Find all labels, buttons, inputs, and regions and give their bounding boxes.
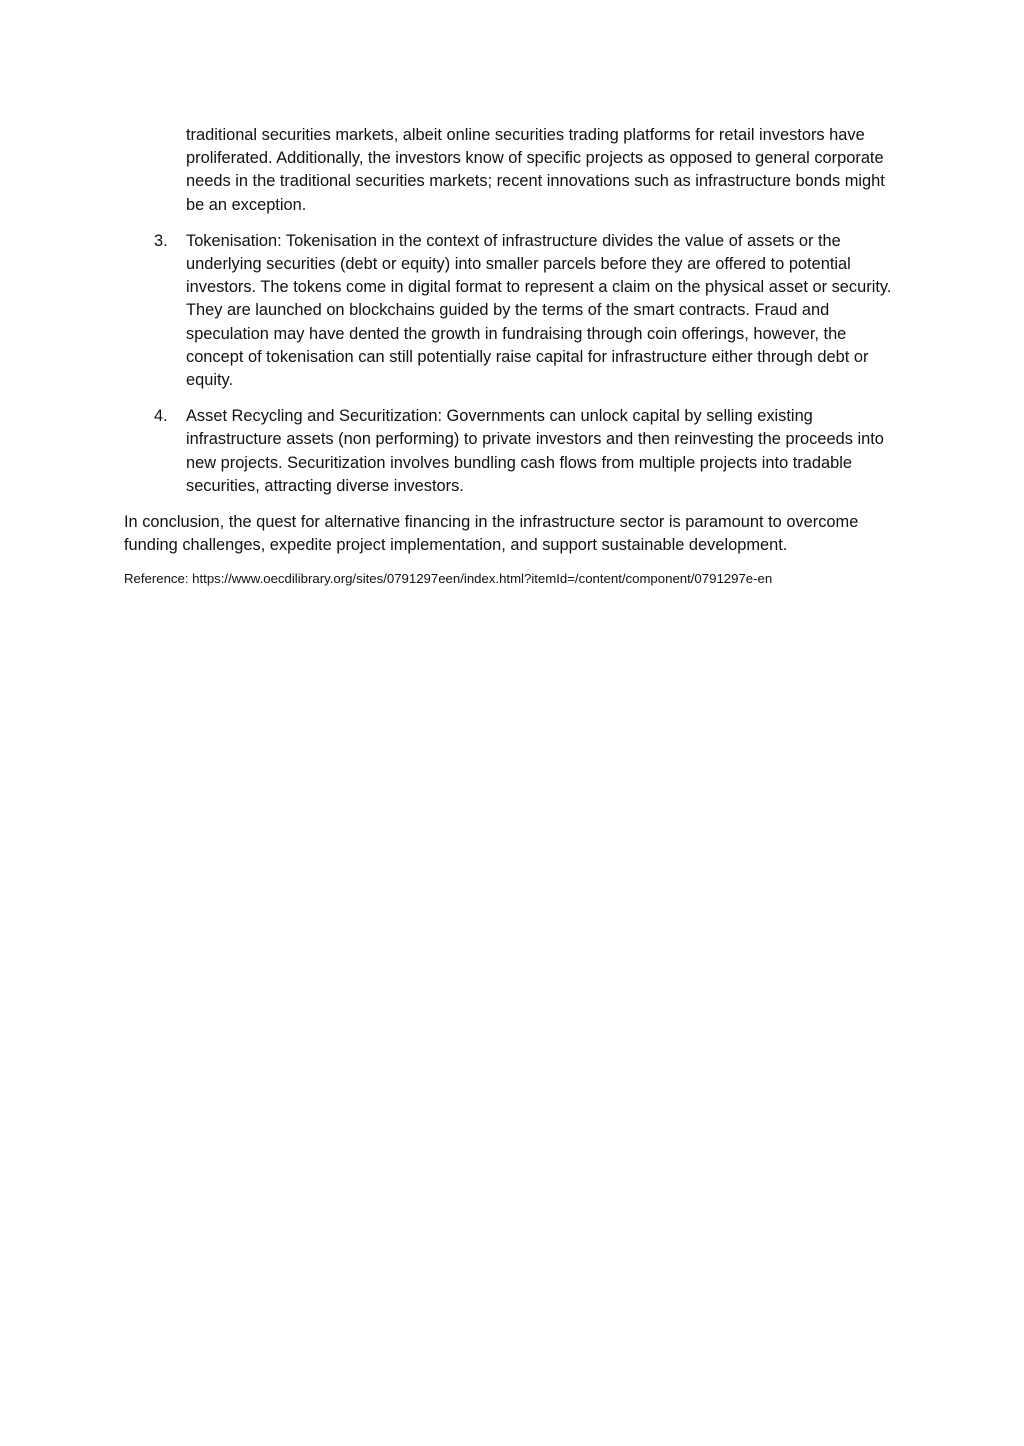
- list-item-tokenisation: [124, 230, 904, 392]
- list-item-continuation: [124, 124, 904, 217]
- reference-line: Reference: https://www.oecdilibrary.org/sites/0791297een/index.html?itemId=/content/component/0791297e-en: [124, 571, 773, 587]
- conclusion-paragraph: In conclusion, the quest for alternative financing in the infrastructure sector is paramount to overcome funding challenges, expedite project implementation, and support sustainable development.: [124, 513, 859, 555]
- list-item-text: Asset Recycling and Securitization: Governments can unlock capital by selling existing infrastructure assets (non performing) to private investors and then reinvesting the proceeds into new projects. Securitization involves bundling cash flows from multiple projects into tradable securities, attracting diverse investors.: [186, 407, 884, 495]
- document-body: [124, 124, 904, 588]
- list-item-asset-recycling: [124, 405, 904, 498]
- list-item-text: traditional securities markets, albeit online securities trading platforms for retail investors have proliferated. Additionally, the investors know of specific projects as opposed to general corporate needs in the traditional securities markets; recent innovations such as infrastructure bonds might be an exception.: [186, 126, 885, 214]
- list-item-text: Tokenisation: Tokenisation in the context of infrastructure divides the value of assets or the underlying securities (debt or equity) into smaller parcels before they are offered to potential investors. The tokens come in digital format to represent a claim on the physical asset or security. They are launched on blockchains guided by the terms of the smart contracts. Fraud and speculation may have dented the growth in fundraising through coin offerings, however, the concept of tokenisation can still potentially raise capital for infrastructure either through debt or equity.: [186, 231, 892, 390]
- list-item-number: 3.: [154, 231, 168, 250]
- list-item-number: 4.: [154, 407, 168, 426]
